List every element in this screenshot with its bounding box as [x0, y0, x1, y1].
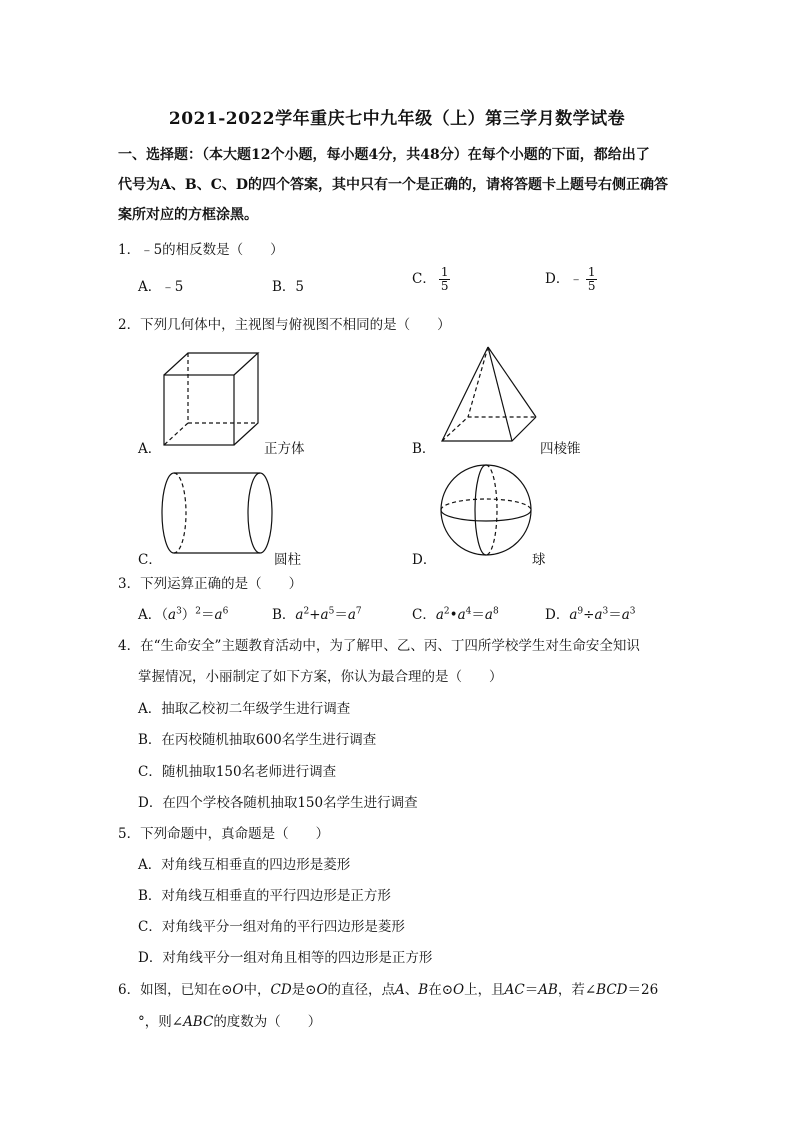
- pyramid-visible-edges: [442, 347, 536, 441]
- q3-d-rexp: 3: [629, 606, 636, 617]
- sphere-equator-front: [441, 510, 531, 521]
- q6-var: ABC: [183, 1014, 214, 1030]
- q3-c-eq: ＝: [471, 607, 485, 623]
- q3-a-close: ）: [181, 607, 196, 623]
- q2-option-a-label: A．: [138, 441, 162, 457]
- section-line-1: 一、选择题：（本大题12个小题，每小题4分，共48分）在每个小题的下面，都给出了: [118, 147, 650, 163]
- q5-option-d: D．对角线平分一组对角且相等的四边形是正方形: [138, 950, 433, 966]
- q6-text: ＝26: [627, 982, 659, 998]
- pyramid-figure: [436, 345, 540, 447]
- q1-option-d: [545, 266, 597, 293]
- q3-c-rbase: a: [484, 607, 493, 623]
- q3-d-op: ÷: [583, 607, 595, 623]
- q1-option-a: A．﹣5: [138, 279, 184, 295]
- question-6-stem-line-1: [118, 978, 658, 998]
- q3-a-eq: ＝: [201, 607, 215, 623]
- q6-var: O: [453, 982, 465, 998]
- cylinder-right-end: [248, 473, 272, 553]
- q3-d-eq: ＝: [608, 607, 622, 623]
- cube-figure: [158, 350, 263, 452]
- q3-a-exp1: 3: [176, 606, 182, 617]
- question-2-stem: 2．下列几何体中，主视图与俯视图不相同的是（ ）: [118, 317, 451, 333]
- q4-option-c: C．随机抽取150名老师进行调查: [138, 764, 337, 780]
- q1-option-d-fraction: [586, 266, 598, 293]
- fraction-denominator: 5: [440, 279, 449, 293]
- q1-option-c-fraction: [439, 266, 451, 293]
- pyramid-right-edge: [488, 347, 536, 417]
- q3-d-base1: a: [569, 607, 578, 623]
- pyramid-hidden-base: [442, 417, 536, 441]
- q5-option-c: C．对角线平分一组对角的平行四边形是菱形: [138, 919, 405, 935]
- q3-c-base1: a: [435, 607, 444, 623]
- q5-option-a: A．对角线互相垂直的四边形是菱形: [138, 857, 351, 873]
- q2-option-b-label: B．: [412, 441, 436, 457]
- sphere-meridian-back: [486, 465, 497, 555]
- q6-text: 在⊙: [428, 982, 454, 998]
- q3-b-op: +: [309, 607, 321, 623]
- q1-option-c: [412, 266, 450, 293]
- q6-text: 的度数为（ ）: [213, 1014, 322, 1030]
- fraction-denominator: 5: [587, 279, 596, 293]
- q3-option-d: [545, 603, 636, 623]
- q3-d-exp2: 3: [602, 606, 609, 617]
- q6-var: O: [316, 982, 328, 998]
- question-3-stem: 3．下列运算正确的是（ ）: [118, 576, 303, 592]
- question-1-stem: 1．﹣5的相反数是（ ）: [118, 242, 284, 258]
- q6-var: AC: [504, 982, 525, 998]
- sphere-meridian-front: [475, 465, 486, 555]
- q1-option-d-prefix: D．﹣: [545, 271, 583, 287]
- cube-hidden-diagonal: [164, 423, 188, 445]
- fraction-numerator: 1: [587, 265, 596, 279]
- q3-c-exp1: 2: [443, 606, 450, 617]
- question-6-stem-line-2: [138, 1010, 321, 1030]
- q3-b-exp1: 2: [303, 606, 310, 617]
- q3-b-prefix: B．: [272, 607, 296, 623]
- section-line-2: 代号为A、B、C、D的四个答案，其中只有一个是正确的，请将答题卡上题号右侧正确答: [118, 177, 668, 193]
- q3-c-op: •: [449, 607, 458, 623]
- q3-b-rexp: 7: [355, 606, 362, 617]
- q6-text: 6．如图，已知在⊙: [118, 982, 233, 998]
- sphere-outline: [441, 465, 531, 555]
- q6-var: B: [418, 982, 429, 998]
- q6-text: 中，: [243, 982, 271, 998]
- q6-text: 、: [404, 982, 419, 998]
- q3-d-base2: a: [594, 607, 603, 623]
- q6-var: CD: [270, 982, 292, 998]
- q3-d-exp1: 9: [577, 606, 584, 617]
- cylinder-left-visible-arc: [162, 473, 174, 553]
- q3-option-b: [272, 603, 362, 623]
- q3-option-a: [138, 603, 228, 623]
- q3-b-eq: ＝: [334, 607, 348, 623]
- q6-var: AB: [538, 982, 558, 998]
- q6-text: 是⊙: [291, 982, 317, 998]
- q3-c-rexp: 8: [492, 606, 499, 617]
- q3-a-exp2: 2: [195, 606, 202, 617]
- q6-var: A: [395, 982, 405, 998]
- page-title: 2021-2022学年重庆七中九年级（上）第三学月数学试卷: [168, 109, 626, 129]
- cube-front-face: [164, 375, 234, 445]
- q4-option-a: A．抽取乙校初二年级学生进行调查: [138, 701, 351, 717]
- q2-option-c-name: 圆柱: [274, 552, 301, 568]
- sphere-equator-back: [441, 499, 531, 510]
- q3-a-rexp: 6: [222, 606, 229, 617]
- sphere-figure: [438, 462, 534, 558]
- q3-b-rbase: a: [347, 607, 356, 623]
- q3-b-base1: a: [295, 607, 304, 623]
- fraction-numerator: 1: [440, 265, 449, 279]
- q4-option-b: B．在丙校随机抽取600名学生进行调查: [138, 732, 377, 748]
- q3-c-base2: a: [457, 607, 466, 623]
- q4-option-d: D．在四个学校各随机抽取150名学生进行调查: [138, 795, 418, 811]
- q2-option-c-label: C．: [138, 552, 162, 568]
- q6-text: 上，且: [464, 982, 505, 998]
- section-instructions: [118, 140, 678, 230]
- q3-option-c: [412, 603, 499, 623]
- q3-a-prefix: A．（: [138, 607, 168, 623]
- question-4-stem-line-1: 4．在“生命安全”主题教育活动中，为了解甲、乙、丙、丁四所学校学生对生命安全知识: [118, 638, 640, 654]
- q2-option-b-name: 四棱锥: [540, 441, 581, 457]
- q2-option-d-name: 球: [532, 552, 546, 568]
- q6-var: BCD: [596, 982, 628, 998]
- q2-option-a-name: 正方体: [264, 441, 305, 457]
- cylinder-left-hidden-arc: [174, 473, 186, 553]
- q6-text: ，若∠: [557, 982, 597, 998]
- q3-a-rbase: a: [214, 607, 223, 623]
- q6-text: ＝: [524, 982, 539, 998]
- q3-b-base2: a: [320, 607, 329, 623]
- question-4-stem-line-2: 掌握情况，小丽制定了如下方案，你认为最合理的是（ ）: [138, 669, 503, 685]
- q3-a-base: a: [168, 607, 177, 623]
- q3-c-exp2: 4: [465, 606, 472, 617]
- cube-hidden-edges: [188, 353, 258, 423]
- q6-text: °，则∠: [138, 1014, 184, 1030]
- pyramid-front-edge: [488, 347, 512, 441]
- q3-d-prefix: D．: [545, 607, 570, 623]
- q1-option-b: B．5: [272, 279, 305, 295]
- question-5-stem: 5．下列命题中，真命题是（ ）: [118, 826, 330, 842]
- q5-option-b: B．对角线互相垂直的平行四边形是正方形: [138, 888, 391, 904]
- q6-var: O: [232, 982, 244, 998]
- section-line-3: 案所对应的方框涂黑。: [118, 207, 258, 223]
- q3-c-prefix: C．: [412, 607, 436, 623]
- q2-option-d-label: D．: [412, 552, 437, 568]
- q1-option-c-prefix: C．: [412, 271, 436, 287]
- cube-right-edges: [234, 353, 258, 445]
- cylinder-figure: [160, 470, 274, 560]
- q6-text: 的直径，点: [327, 982, 396, 998]
- q3-b-exp2: 5: [328, 606, 335, 617]
- cube-top-face: [164, 353, 258, 375]
- q3-d-rbase: a: [621, 607, 630, 623]
